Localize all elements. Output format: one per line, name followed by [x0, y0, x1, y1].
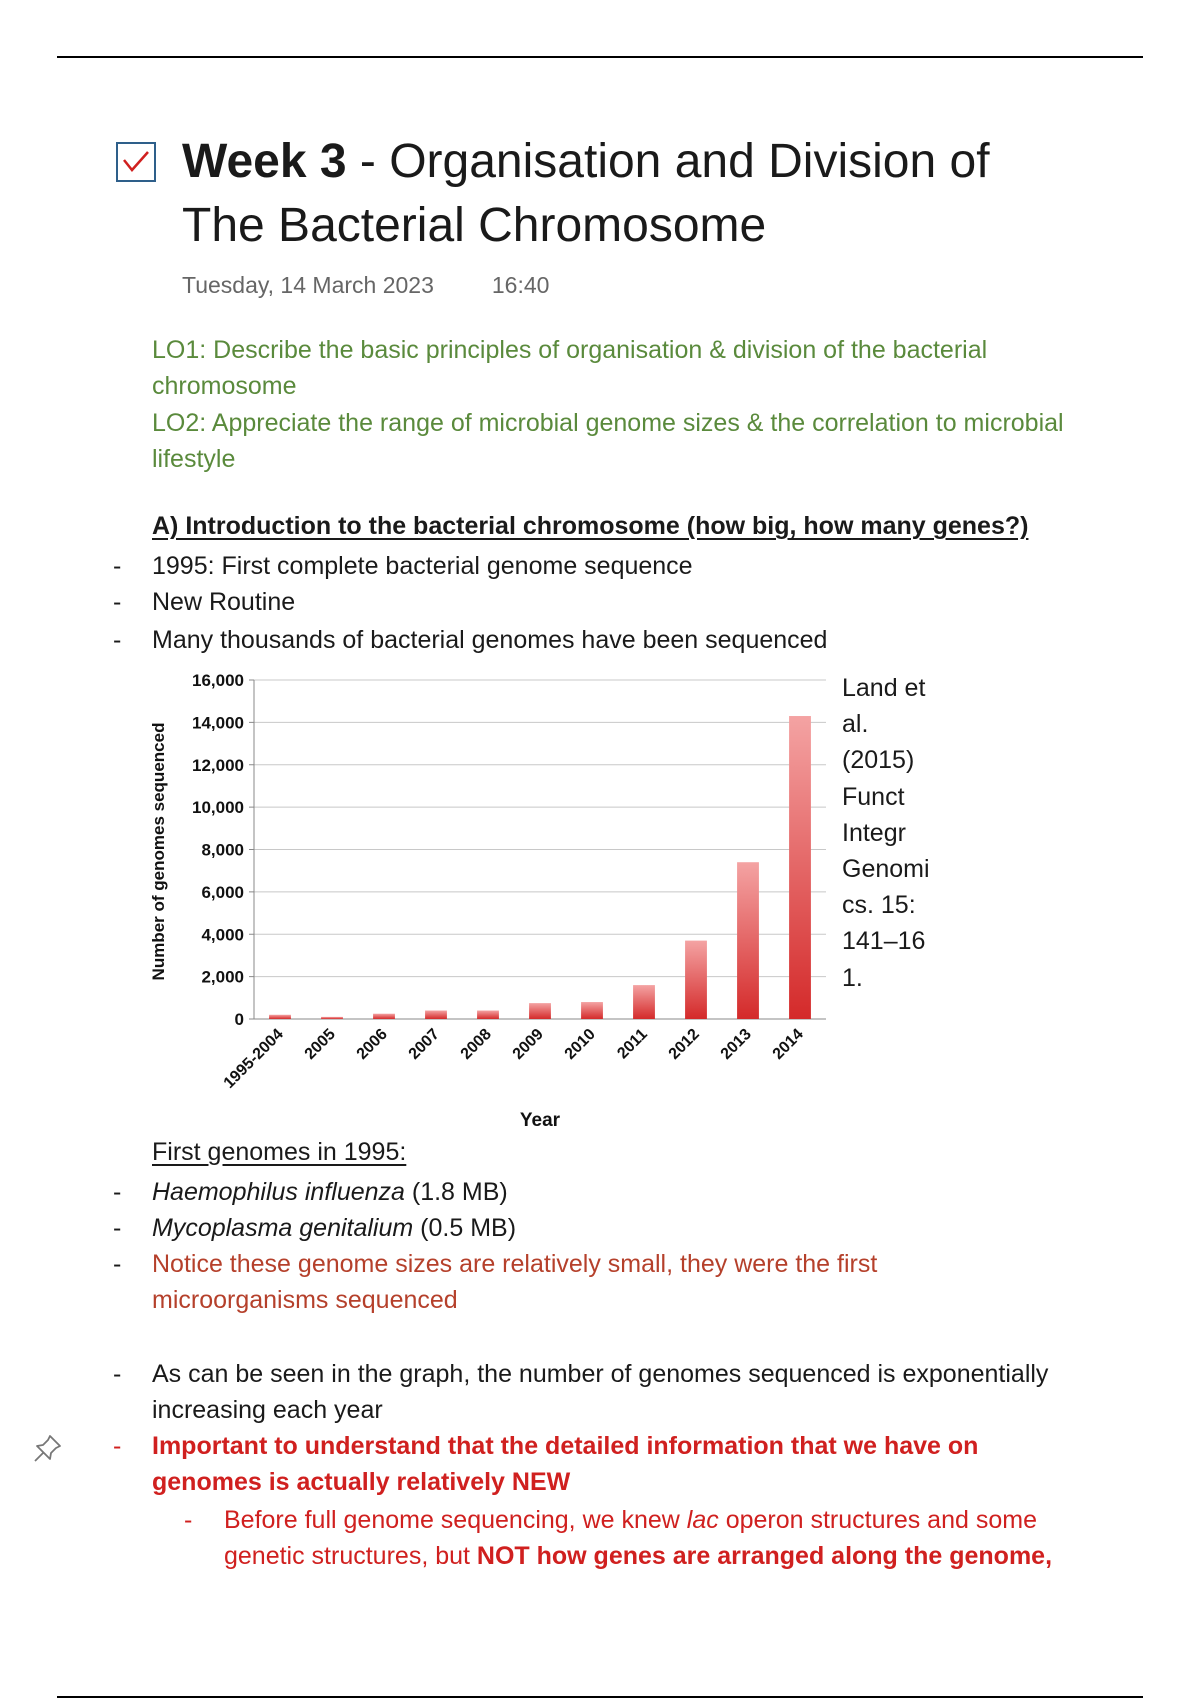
bullet-marker: -	[113, 1178, 122, 1206]
citation-line: (2015)	[842, 746, 915, 775]
bullet-marker: -	[113, 1214, 122, 1242]
section-a-heading: A) Introduction to the bacterial chromosome (how big, how many genes?)	[152, 512, 1029, 540]
list-item: 1995: First complete bacterial genome sequence	[152, 552, 693, 580]
citation-line: 141–16	[842, 927, 926, 956]
sub-bullet-note	[224, 1502, 1124, 1574]
first-genomes-heading: First genomes in 1995:	[152, 1138, 407, 1166]
pin-icon[interactable]	[32, 1432, 64, 1464]
species-name: Mycoplasma genitalium	[152, 1214, 414, 1242]
top-rule	[57, 56, 1143, 58]
bar	[373, 1014, 395, 1019]
important-note: Important to understand that the detailed information that we have on genomes is actually relatively NEW	[152, 1432, 979, 1496]
y-tick-label: 14,000	[192, 713, 244, 733]
graph-note: As can be seen in the graph, the number of genomes sequenced is exponentially increasing each year	[152, 1360, 1049, 1424]
list-item	[152, 1174, 1132, 1210]
citation	[842, 670, 952, 996]
learning-outcome-2: LO2: Appreciate the range of microbial genome sizes & the correlation to microbial lifestyle	[152, 409, 1064, 473]
bar	[529, 1003, 551, 1019]
x-tick-label: 2011	[614, 1025, 651, 1063]
genomes-bar-chart	[140, 660, 830, 1140]
bar	[789, 716, 811, 1019]
x-axis-label: Year	[519, 1110, 561, 1131]
bullet-marker: -	[113, 552, 122, 580]
y-tick-label: 0	[234, 1010, 244, 1029]
genome-size-note: Notice these genome sizes are relatively small, they were the first microorganisms sequenced	[152, 1250, 878, 1314]
y-tick-label: 6,000	[201, 882, 244, 902]
bar	[321, 1017, 343, 1019]
bar	[633, 985, 655, 1019]
sub-bullet-bold: NOT how genes are arranged along the genome,	[476, 1542, 1053, 1570]
y-axis-label: Number of genomes sequenced	[149, 722, 168, 981]
page-title	[182, 130, 990, 258]
y-tick-label: 2,000	[201, 967, 244, 987]
page-time: 16:40	[491, 272, 550, 298]
x-tick-label: 2005	[301, 1025, 339, 1063]
title-rest: - Organisation and Division of	[346, 135, 990, 188]
title-line-1	[182, 130, 990, 194]
bar	[685, 941, 707, 1019]
page-date: Tuesday, 14 March 2023	[182, 272, 434, 298]
citation-line: al.	[842, 710, 869, 739]
bar	[581, 1002, 603, 1019]
genome-size: (1.8 MB)	[404, 1178, 508, 1206]
y-tick-label: 12,000	[192, 755, 244, 775]
x-tick-label: 2008	[457, 1025, 495, 1063]
x-tick-label: 1995-2004	[220, 1025, 287, 1092]
bar	[425, 1011, 447, 1019]
bullet-marker: -	[113, 1250, 122, 1278]
x-tick-label: 2013	[717, 1025, 755, 1063]
citation-line: Genomi	[842, 855, 930, 884]
list-item	[152, 1210, 1132, 1246]
y-tick-label: 16,000	[192, 671, 244, 690]
x-tick-label: 2007	[405, 1025, 443, 1063]
sub-bullet-text: operon structures and some genetic structures, but	[224, 1506, 1037, 1570]
sub-bullet-italic: lac	[686, 1506, 719, 1534]
x-tick-label: 2006	[353, 1025, 391, 1063]
bullet-marker: -	[113, 1432, 122, 1460]
page-meta	[182, 272, 549, 299]
checkmark-icon	[122, 150, 150, 174]
title-week: Week 3	[182, 135, 347, 188]
list-item: New Routine	[152, 588, 296, 616]
citation-line: Land et	[842, 674, 926, 702]
checkbox-icon[interactable]	[116, 142, 156, 182]
genome-size: (0.5 MB)	[413, 1214, 517, 1242]
bullet-marker: -	[113, 588, 122, 616]
x-tick-label: 2009	[509, 1025, 547, 1063]
list-item: Many thousands of bacterial genomes have been sequenced	[152, 626, 828, 654]
bottom-rule	[57, 1696, 1143, 1698]
species-name: Haemophilus influenza	[152, 1178, 405, 1206]
y-tick-label: 4,000	[201, 925, 244, 945]
bar	[477, 1011, 499, 1019]
bar	[269, 1015, 291, 1019]
bullet-marker: -	[113, 626, 122, 654]
sub-bullet-text: Before full genome sequencing, we knew	[224, 1506, 687, 1534]
citation-line: cs. 15:	[842, 891, 916, 920]
y-tick-label: 8,000	[201, 840, 244, 860]
bullet-marker: -	[113, 1360, 122, 1388]
x-tick-label: 2012	[665, 1025, 703, 1063]
bullet-marker: -	[184, 1506, 193, 1534]
title-line-2: The Bacterial Chromosome	[182, 199, 767, 252]
citation-line: Integr	[842, 818, 906, 847]
citation-line: 1.	[842, 963, 863, 992]
x-tick-label: 2010	[561, 1025, 599, 1063]
x-tick-label: 2014	[769, 1025, 807, 1063]
learning-outcome-1: LO1: Describe the basic principles of organisation & division of the bacterial chromosome	[152, 336, 988, 400]
citation-line: Funct	[842, 782, 905, 811]
bar	[737, 862, 759, 1019]
y-tick-label: 10,000	[192, 798, 244, 818]
